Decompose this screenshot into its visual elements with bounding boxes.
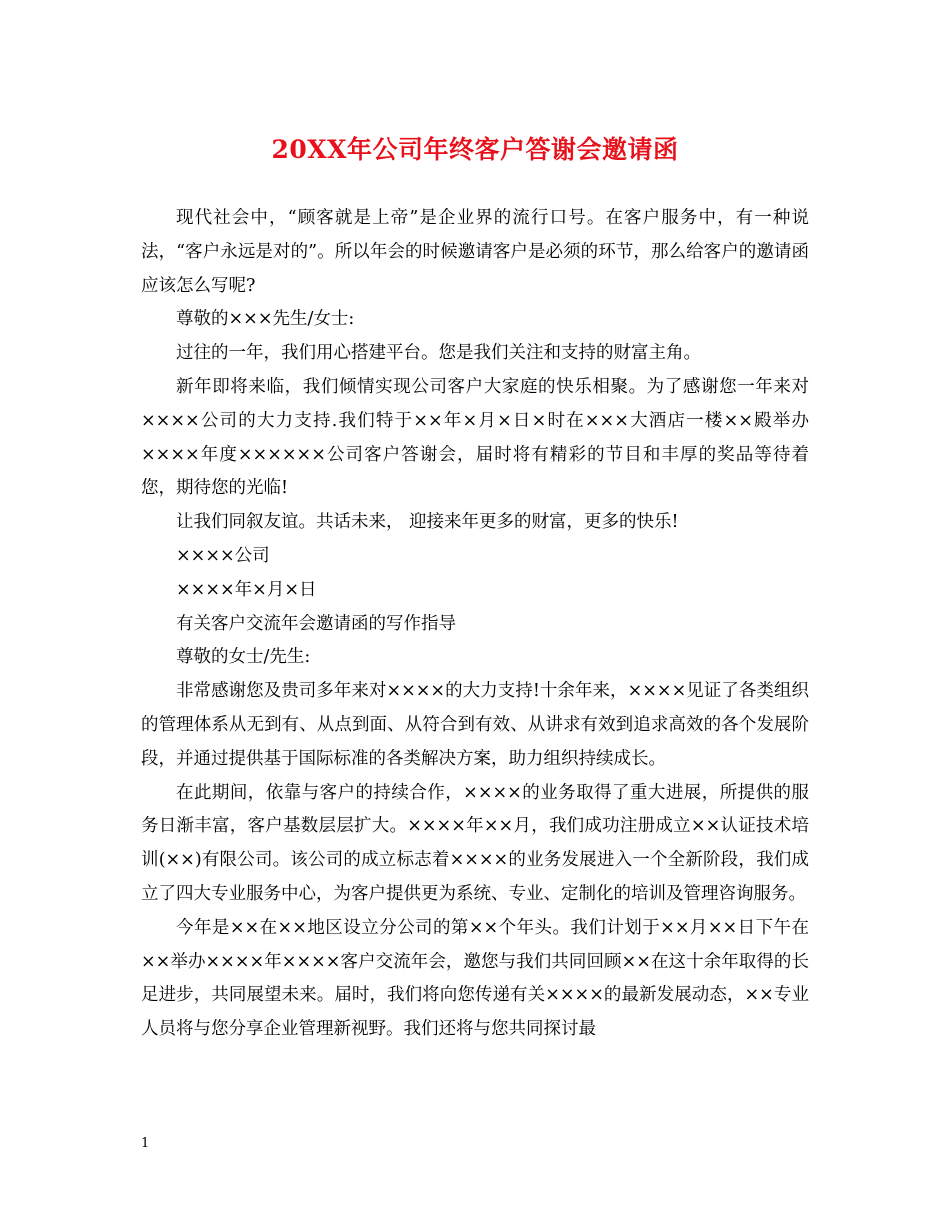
document-title: 20XX年公司年终客户答谢会邀请函	[271, 135, 679, 164]
page-number: 1	[141, 1136, 150, 1151]
paragraph-invitation: 新年即将来临，我们倾情实现公司客户大家庭的快乐相聚。为了感谢您一年来对××××公司的大力支持.我们特于××年×月×日×时在×××大酒店一楼××殿举办××××年度××××××公司客户答谢会，届时将有精彩的节目和丰厚的奖品等待着您，期待您的光临!	[141, 376, 809, 499]
paragraph-past-year: 过往的一年，我们用心搭建平台。您是我们关注和支持的财富主角。	[176, 343, 701, 364]
document-body	[141, 202, 809, 1047]
paragraph-signature-date: ××××年×月×日	[176, 579, 317, 600]
paragraph-closing: 让我们同叙友谊。共话未来， 迎接来年更多的财富，更多的快乐!	[176, 512, 679, 533]
paragraph-salutation-2: 尊敬的女士/先生:	[176, 647, 311, 668]
paragraph-signature-company: ××××公司	[176, 545, 270, 566]
paragraph-progress: 在此期间，依靠与客户的持续合作，××××的业务取得了重大进展，所提供的服务日渐丰富，客户基数层层扩大。××××年××月，我们成功注册成立××认证技术培训(××)有限公司。该公司的成立标志着××××的业务发展进入一个全新阶段，我们成立了四大专业服务中心，为客户提供更为系统、专业、定制化的培训及管理咨询服务。	[141, 782, 809, 904]
paragraph-thanks: 非常感谢您及贵司多年来对××××的大力支持!十余年来，××××见证了各类组织的管理体系从无到有、从点到面、从符合到有效、从讲求有效到追求高效的各个发展阶段，并通过提供基于国际标准的各类解决方案，助力组织持续成长。	[141, 681, 809, 769]
paragraph-salutation: 尊敬的×××先生/女士:	[176, 309, 355, 330]
paragraph-intro: 现代社会中，“顾客就是上帝”是企业界的流行口号。在客户服务中，有一种说法，“客户永远是对的”。所以年会的时候邀请客户是必须的环节，那么给客户的邀请函应该怎么写呢?	[141, 208, 809, 296]
paragraph-section-heading: 有关客户交流年会邀请函的写作指导	[176, 613, 456, 634]
paragraph-plan: 今年是××在××地区设立分公司的第××个年头。我们计划于××月××日下午在××举办××××年××××客户交流年会，邀您与我们共同回顾××在这十余年取得的长足进步，共同展望未来。届时，我们将向您传递有关××××的最新发展动态，××专业人员将与您分享企业管理新视野。我们还将与您共同探讨最	[141, 917, 809, 1040]
